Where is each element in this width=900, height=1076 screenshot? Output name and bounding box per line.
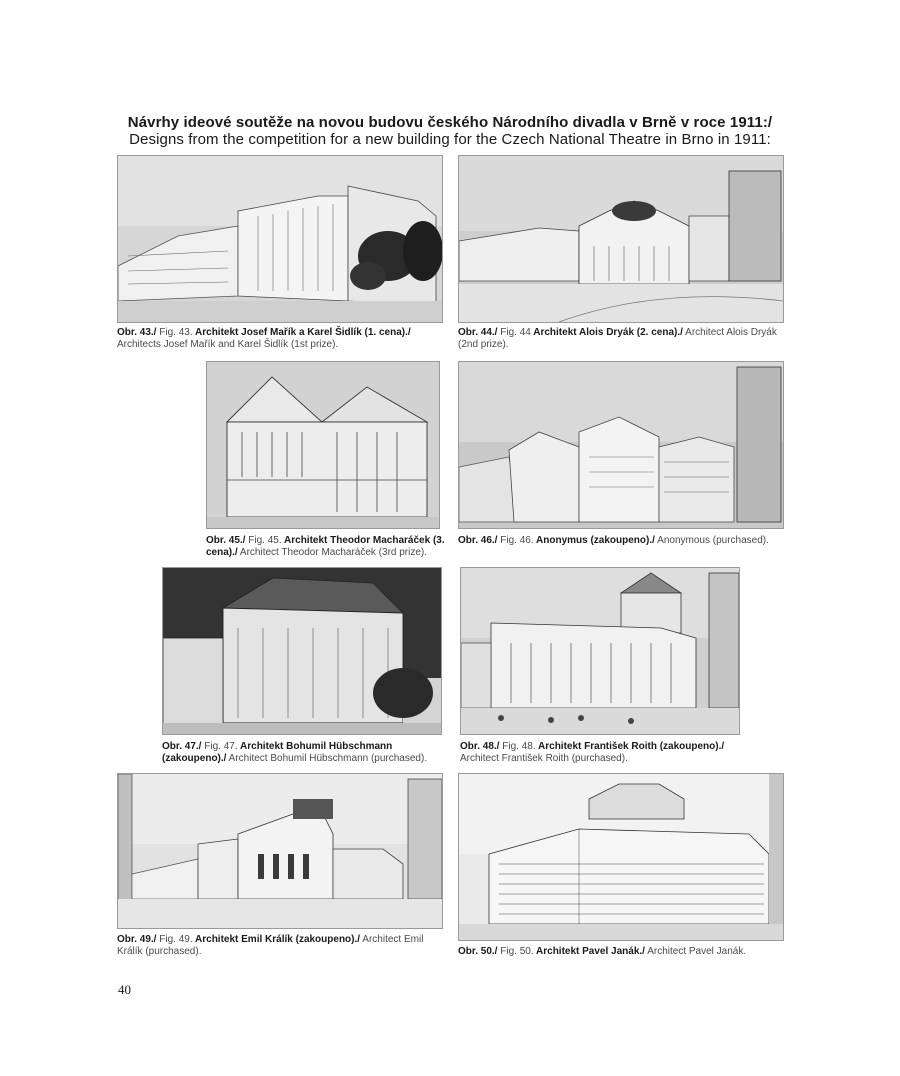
figure-author: Architekt Bohumil Hübschmann (zakoupeno)./ <box>162 741 393 764</box>
figure-number: Fig. 49. <box>156 934 193 945</box>
figure-48-image <box>460 567 740 735</box>
figure-author-en: Architect Pavel Janák. <box>644 946 747 957</box>
figure-author-en: Architects Josef Mařík and Karel Šidlík (1st prize). <box>117 339 339 350</box>
figure-label: Obr. 46./ <box>458 535 498 546</box>
figure-49-image <box>117 773 443 929</box>
figure-label: Obr. 44./ <box>458 327 498 338</box>
figure-label: Obr. 45./ <box>206 535 246 546</box>
figure-label: Obr. 43./ <box>117 327 157 338</box>
figure-46-caption <box>458 535 784 547</box>
figure-number: Fig. 43. <box>156 327 193 338</box>
figure-author-en: Anonymous (purchased). <box>654 535 769 546</box>
figure-author: Architekt Josef Mařík a Karel Šidlík (1. cena)./ <box>192 327 411 338</box>
figure-number: Fig. 47. <box>201 741 238 752</box>
figure-label: Obr. 49./ <box>117 934 157 945</box>
figure-author: Architekt Emil Králík (zakoupeno)./ <box>192 934 361 945</box>
figure-author-en: Architect František Roith (purchased). <box>460 753 628 764</box>
figure-48-caption <box>460 741 744 765</box>
figure-47-caption <box>162 741 452 765</box>
figure-number: Fig. 50. <box>497 946 534 957</box>
figure-author-en: Architect Bohumil Hübschmann (purchased). <box>226 753 428 764</box>
figure-number: Fig. 48. <box>499 741 536 752</box>
figure-45-image <box>206 361 440 529</box>
figure-45-caption <box>206 535 446 559</box>
figure-46-image <box>458 361 784 529</box>
figure-43-caption <box>117 327 443 351</box>
figure-44-image <box>458 155 784 323</box>
figure-author: Architekt Pavel Janák./ <box>533 946 645 957</box>
page-number: 40 <box>118 982 131 997</box>
figure-author-en: Architect Theodor Macharáček (3rd prize). <box>237 547 428 558</box>
figure-label: Obr. 48./ <box>460 741 500 752</box>
figure-author: Anonymus (zakoupeno)./ <box>533 535 655 546</box>
figure-number: Fig. 44 <box>497 327 531 338</box>
figure-label: Obr. 50./ <box>458 946 498 957</box>
page-title-cz: Návrhy ideové soutěže na novou budovu českého Národního divadla v Brně v roce 1911:/ <box>127 114 773 131</box>
figure-49-caption <box>117 934 447 958</box>
figure-50-caption <box>458 946 784 958</box>
figure-author: Architekt Alois Dryák (2. cena)./ <box>530 327 683 338</box>
figure-author: Architekt František Roith (zakoupeno)./ <box>535 741 725 752</box>
figure-author-en: Architect Emil Králík (purchased). <box>117 934 424 957</box>
figure-author-en: Architect Alois Dryák (2nd prize). <box>458 327 777 350</box>
figure-43-image <box>117 155 443 323</box>
figure-author: Architekt Theodor Macharáček (3. cena)./ <box>206 535 445 558</box>
figure-44-caption <box>458 327 784 351</box>
figure-50-image <box>458 773 784 941</box>
figure-47-image <box>162 567 442 735</box>
figure-number: Fig. 45. <box>245 535 282 546</box>
page-title-en: Designs from the competition for a new building for the Czech National Theatre in Brno in 1911: <box>129 131 771 148</box>
figure-label: Obr. 47./ <box>162 741 202 752</box>
figure-number: Fig. 46. <box>497 535 534 546</box>
